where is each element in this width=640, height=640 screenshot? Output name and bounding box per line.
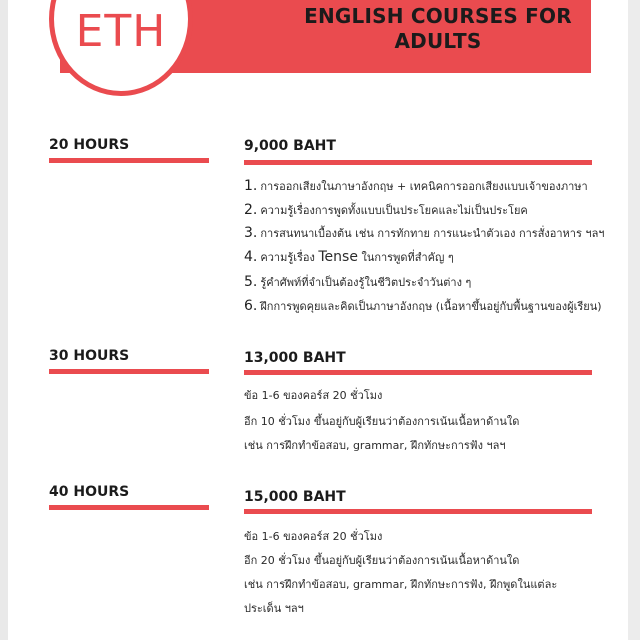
course-20-hours-label: 20 HOURS	[49, 137, 130, 153]
course-40-price: 15,000 BAHT	[244, 489, 346, 505]
text-line: อีก 20 ชั่วโมง ขึ้นอยู่กับผู้เรียนว่าต้องการเน้นเนื้อหาด้านใด	[244, 554, 520, 567]
text-line: เช่น การฝึกทำข้อสอบ, grammar, ฝึกทักษะการฟัง, ฝึกพูดในแต่ละ	[244, 578, 558, 591]
course-30-hours-label: 30 HOURS	[49, 348, 130, 364]
divider-bar	[49, 158, 209, 163]
text-line: ข้อ 1-6 ของคอร์ส 20 ชั่วโมง	[244, 530, 383, 543]
logo-text: ETH	[75, 6, 167, 57]
photo-edge-right	[628, 0, 640, 640]
list-item: 2. ความรู้เรื่องการพูดทั้งแบบเป็นประโยคและไม่เป็นประโยค	[244, 202, 528, 218]
divider-bar	[244, 509, 592, 514]
divider-bar	[244, 160, 592, 165]
course-40-hours-label: 40 HOURS	[49, 484, 130, 500]
course-30-price: 13,000 BAHT	[244, 350, 346, 366]
eth-logo	[49, 0, 193, 96]
list-item: 3. การสนทนาเบื้องต้น เช่น การทักทาย การแนะนำตัวเอง การสั่งอาหาร ฯลฯ	[244, 225, 605, 241]
text-line: เช่น การฝึกทำข้อสอบ, grammar, ฝึกทักษะการฟัง ฯลฯ	[244, 439, 506, 452]
divider-bar	[244, 370, 592, 375]
text-line: อีก 10 ชั่วโมง ขึ้นอยู่กับผู้เรียนว่าต้องการเน้นเนื้อหาด้านใด	[244, 415, 520, 428]
photo-edge-left	[0, 0, 8, 640]
list-item: 4. ความรู้เรื่อง Tense ในการพูดที่สำคัญ ๆ	[244, 249, 454, 265]
page-title: ENGLISH COURSES FOR ADULTS	[304, 4, 572, 53]
course-20-price: 9,000 BAHT	[244, 138, 336, 154]
divider-bar	[49, 505, 209, 510]
list-item: 6. ฝึกการพูดคุยและคิดเป็นภาษาอังกฤษ (เนื้อหาขึ้นอยู่กับพื้นฐานของผู้เรียน)	[244, 298, 602, 314]
list-item: 1. การออกเสียงในภาษาอังกฤษ + เทคนิคการออกเสียงแบบเจ้าของภาษา	[244, 178, 588, 194]
list-item: 5. รู้คำศัพท์ที่จำเป็นต้องรู้ในชีวิตประจำวันต่าง ๆ	[244, 274, 472, 290]
text-line: ประเด็น ฯลฯ	[244, 602, 304, 615]
divider-bar	[49, 369, 209, 374]
text-line: ข้อ 1-6 ของคอร์ส 20 ชั่วโมง	[244, 389, 383, 402]
